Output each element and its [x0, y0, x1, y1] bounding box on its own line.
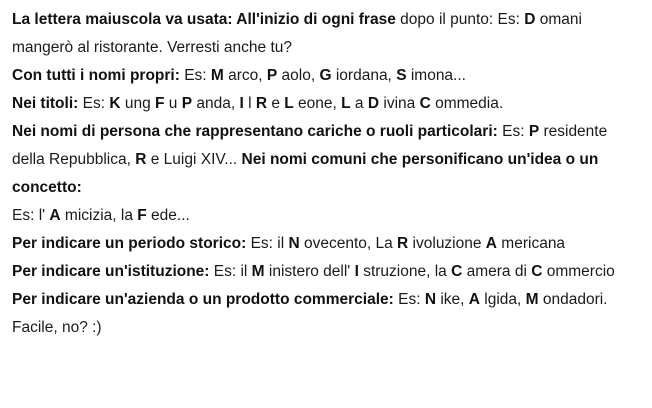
text-regular: lgida, — [479, 291, 526, 308]
text-bold: S — [396, 67, 407, 84]
text-regular: a — [350, 95, 368, 112]
text-regular: Es: — [497, 123, 529, 140]
text-bold: P — [528, 123, 540, 140]
text-bold: C — [531, 263, 543, 280]
text-regular: anda, — [192, 95, 240, 112]
text-regular: Es: l' — [12, 207, 50, 224]
text-bold: Con tutti i nomi propri: — [12, 67, 180, 84]
text-regular: arco, — [223, 67, 267, 84]
text-bold: C — [419, 95, 431, 112]
text-bold: R — [255, 95, 268, 112]
text-bold: Per indicare un'azienda o un prodotto commerciale: — [12, 291, 394, 308]
text-bold: D — [367, 95, 380, 112]
text-bold: Nei nomi di persona che rappresentano cariche o ruoli particolari: — [12, 123, 498, 140]
text-regular: amera di — [462, 263, 532, 280]
text-bold: I — [239, 95, 244, 112]
text-bold: M — [210, 67, 224, 84]
text-regular: ovecento, La — [299, 235, 398, 252]
text-bold: F — [155, 95, 165, 112]
paragraph-historical-period — [12, 230, 640, 258]
paragraph-company-product — [12, 286, 640, 314]
text-regular: l — [243, 95, 256, 112]
text-bold: K — [109, 95, 121, 112]
text-regular: Facile, no? :) — [12, 319, 102, 336]
text-bold: M — [525, 291, 539, 308]
text-bold: A — [49, 207, 61, 224]
text-regular: Es: il — [209, 263, 252, 280]
text-regular: ike, — [436, 291, 469, 308]
text-bold: D — [524, 11, 536, 28]
text-bold: F — [137, 207, 147, 224]
text-regular: ivoluzione — [408, 235, 486, 252]
paragraph-concept-examples — [12, 202, 640, 230]
text-regular: Es: — [393, 291, 425, 308]
text-regular: iordana, — [331, 67, 397, 84]
text-regular: e — [267, 95, 285, 112]
text-bold: M — [251, 263, 265, 280]
text-bold: Per indicare un periodo storico: — [12, 235, 247, 252]
paragraph-roles-and-concepts — [12, 118, 640, 202]
text-bold: Per indicare un'istituzione: — [12, 263, 210, 280]
text-regular: dopo il punto: Es: — [395, 11, 525, 28]
paragraph-institution — [12, 258, 640, 286]
text-bold: Nei nomi comuni che personificano un'idea o un concetto: — [12, 151, 599, 196]
paragraph-proper-names — [12, 62, 640, 90]
text-bold: N — [424, 291, 437, 308]
text-regular: ommedia. — [430, 95, 504, 112]
paragraph-capital-after-period — [12, 6, 640, 62]
text-regular: eone, — [293, 95, 342, 112]
text-regular: ede... — [146, 207, 190, 224]
text-bold: R — [397, 235, 409, 252]
text-regular: Es: il — [246, 235, 289, 252]
text-bold: R — [135, 151, 147, 168]
text-regular: ivina — [379, 95, 420, 112]
text-regular: inistero dell' — [264, 263, 355, 280]
text-regular: residente della Repubblica, — [12, 123, 608, 168]
text-bold: L — [284, 95, 294, 112]
text-bold: L — [341, 95, 351, 112]
text-regular: omani mangerò al ristorante. Verresti anche tu? — [12, 11, 582, 56]
text-bold: P — [181, 95, 193, 112]
text-regular: imona... — [406, 67, 466, 84]
text-regular: ung — [120, 95, 156, 112]
text-regular: e Luigi XIV... — [146, 151, 242, 168]
text-regular: u — [164, 95, 182, 112]
text-bold: G — [319, 67, 332, 84]
text-regular: aolo, — [277, 67, 320, 84]
text-regular: struzione, la — [358, 263, 452, 280]
text-bold: A — [485, 235, 497, 252]
paragraph-titles — [12, 90, 640, 118]
text-bold: A — [468, 291, 480, 308]
text-bold: C — [451, 263, 463, 280]
text-bold: I — [354, 263, 359, 280]
text-bold: La lettera maiuscola va usata: All'inizio di ogni frase — [12, 11, 396, 28]
text-bold: P — [266, 67, 278, 84]
text-bold: N — [288, 235, 300, 252]
text-bold: Nei titoli: — [12, 95, 79, 112]
text-regular: ommercio — [542, 263, 615, 280]
text-regular: Es: — [78, 95, 110, 112]
paragraph-closing — [12, 314, 640, 342]
text-regular: micizia, la — [60, 207, 138, 224]
text-regular: Es: — [179, 67, 211, 84]
text-regular: ondadori. — [538, 291, 608, 308]
text-regular: mericana — [497, 235, 566, 252]
